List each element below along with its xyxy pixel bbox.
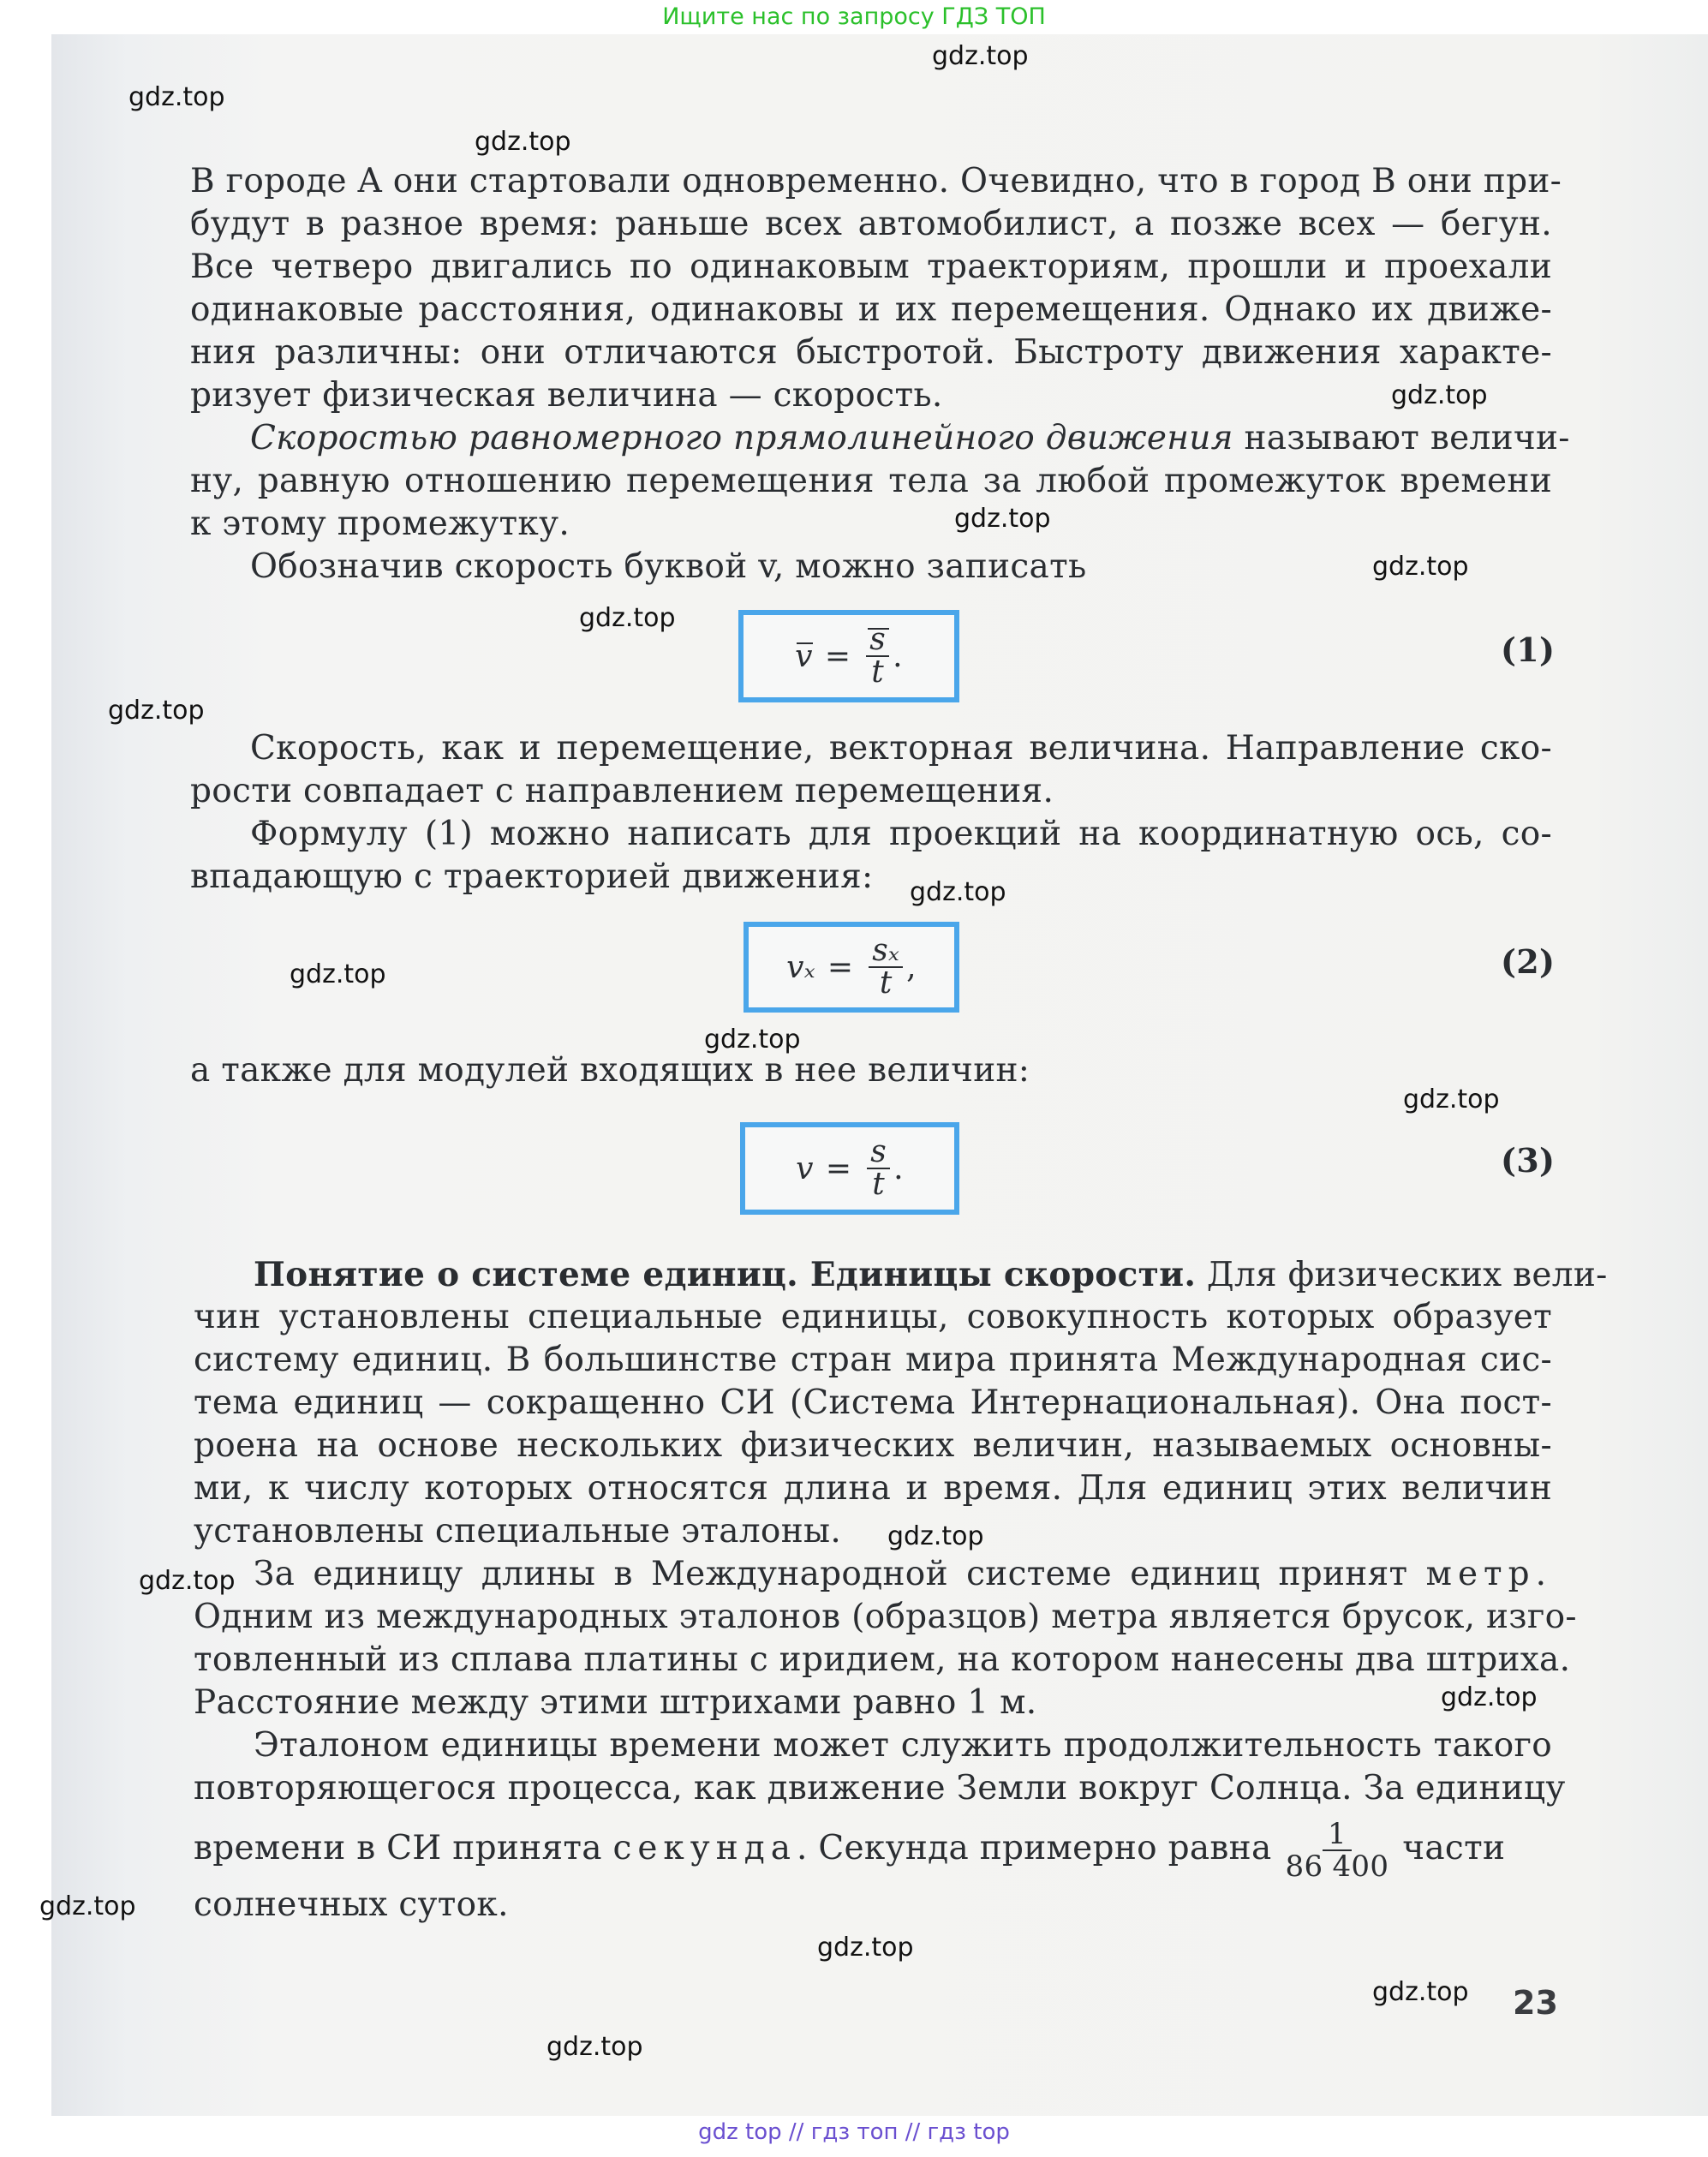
fraction-denominator: t: [871, 654, 885, 690]
text-line: впадающую с траекторией движения:: [190, 857, 874, 896]
fraction-numerator: sₓ: [869, 935, 903, 968]
section-rest: Для физических вели-: [1196, 1256, 1608, 1294]
text-line: товленный из сплава платины с иридием, на котором нанесены два штриха.: [194, 1640, 1571, 1679]
watermark: gdz.top: [108, 696, 205, 726]
second-text-end: части: [1402, 1829, 1506, 1867]
section-line: [254, 1254, 1608, 1296]
definition-line: [250, 418, 1570, 459]
formula-box-1: [738, 610, 959, 702]
text-line: В городе A они стартовали одновременно. Очевидно, что в город B они при-: [190, 162, 1562, 200]
fraction-denominator: t: [872, 1167, 886, 1202]
velocity-modulus: v: [796, 1150, 814, 1186]
definition-rest: называют величи-: [1233, 419, 1570, 457]
bottom-banner[interactable]: gdz top // гдз топ // гдз top: [698, 2119, 1010, 2145]
watermark: gdz.top: [290, 959, 386, 989]
text-line: установлены специальные эталоны.: [194, 1512, 842, 1551]
velocity-projection: vₓ: [786, 949, 815, 985]
second-text-mid: . Секунда примерно равна: [797, 1829, 1272, 1867]
watermark: gdz.top: [1403, 1084, 1500, 1114]
watermark: gdz.top: [704, 1025, 801, 1055]
text-line: повторяющегося процесса, как движение Земли вокруг Солнца. За единицу: [194, 1769, 1566, 1807]
definition-term: Скоростью равномерного прямолинейного движения: [250, 419, 1233, 457]
top-banner[interactable]: Ищите нас по запросу ГДЗ ТОП: [662, 3, 1046, 30]
text-line: Формулу (1) можно написать для проекций на координатную ось, со-: [250, 815, 1552, 853]
watermark: gdz.top: [1441, 1682, 1538, 1712]
watermark: gdz.top: [932, 41, 1029, 71]
fraction-denominator: 86 400: [1285, 1849, 1389, 1884]
metre-text: За единицу длины в Международной системе единиц принят: [254, 1555, 1426, 1593]
second-line: [194, 1818, 1505, 1882]
text-line: к этому промежутку.: [190, 505, 570, 543]
text-line: Эталоном единицы времени может служить продолжительность такого: [254, 1726, 1552, 1765]
formula-punct: .: [893, 638, 903, 674]
text-line: Обозначив скорость буквой v, можно записать: [250, 547, 1087, 586]
watermark: gdz.top: [910, 877, 1006, 907]
formula-punct: .: [893, 1150, 904, 1186]
text-line: ризует физическая величина — скорость.: [190, 376, 943, 415]
watermark: gdz.top: [475, 127, 571, 157]
text-line: ми, к числу которых относятся длина и время. Для единиц этих величин: [194, 1469, 1552, 1508]
text-line: ния различны: они отличаются быстротой. Быстроту движения характе-: [190, 333, 1552, 372]
formula-box-3: [740, 1122, 959, 1215]
formula-box-2: [744, 922, 959, 1013]
text-line: систему единиц. В большинстве стран мира принята Международная сис-: [194, 1341, 1552, 1379]
text-line: солнечных суток.: [194, 1885, 509, 1924]
fraction: [867, 1134, 890, 1202]
text-line: ну, равную отношению перемещения тела за любой промежуток времени: [190, 462, 1552, 500]
text-line: роена на основе нескольких физических величин, называемых основны-: [194, 1426, 1552, 1465]
watermark: gdz.top: [128, 82, 225, 112]
text-line: одинаковые расстояния, одинаковы и их перемещения. Однако их движе-: [190, 290, 1552, 329]
second-term: секунда: [612, 1829, 797, 1867]
text-line: чин установлены специальные единицы, совокупность которых образует: [194, 1298, 1552, 1336]
page-number: 23: [1513, 1984, 1558, 2022]
text-line: а также для модулей входящих в нее величин:: [190, 1051, 1030, 1090]
watermark: gdz.top: [579, 603, 676, 633]
watermark: gdz.top: [1372, 1977, 1469, 2007]
watermark: gdz.top: [39, 1891, 136, 1921]
metre-line: [254, 1554, 1552, 1595]
fraction-numerator: s: [867, 1137, 890, 1169]
watermark: gdz.top: [817, 1933, 914, 1963]
fraction-numerator: s: [866, 624, 889, 657]
watermark: gdz.top: [1391, 380, 1488, 410]
velocity-vector: v: [795, 638, 813, 674]
equals-sign: =: [824, 638, 851, 674]
equation-number-3: (3): [1501, 1141, 1556, 1180]
section-heading: Понятие о системе единиц. Единицы скорости.: [254, 1255, 1197, 1294]
text-line: тема единиц — сокращенно СИ (Система Интернациональная). Она пост-: [194, 1383, 1552, 1422]
formula-punct: ,: [906, 949, 917, 985]
text-line: Одним из международных эталонов (образцов) метра является брусок, изго-: [194, 1598, 1577, 1636]
equation-number-2: (2): [1501, 942, 1556, 981]
inline-fraction: [1281, 1819, 1394, 1882]
metre-term: метр.: [1425, 1555, 1552, 1593]
text-line: Расстояние между этими штрихами равно 1 м.: [194, 1683, 1037, 1722]
watermark: gdz.top: [954, 504, 1051, 534]
second-text: времени в СИ принята: [194, 1829, 613, 1867]
text-line: Все четверо двигались по одинаковым траекториям, прошли и проехали: [190, 248, 1552, 286]
watermark: gdz.top: [1372, 552, 1469, 582]
watermark: gdz.top: [887, 1521, 984, 1551]
equals-sign: =: [825, 1150, 852, 1186]
watermark: gdz.top: [139, 1566, 236, 1596]
fraction-denominator: t: [879, 965, 893, 1001]
fraction: [866, 624, 889, 688]
equation-number-1: (1): [1501, 630, 1556, 669]
text-line: будут в разное время: раньше всех автомобилист, а позже всех — бегун.: [190, 205, 1552, 243]
watermark: gdz.top: [546, 2032, 643, 2062]
equals-sign: =: [827, 949, 854, 985]
fraction: [869, 935, 903, 999]
text-line: Скорость, как и перемещение, векторная величина. Направление ско-: [250, 729, 1552, 768]
text-line: рости совпадает с направлением перемещения.: [190, 772, 1054, 810]
fraction-numerator: 1: [1323, 1819, 1352, 1851]
